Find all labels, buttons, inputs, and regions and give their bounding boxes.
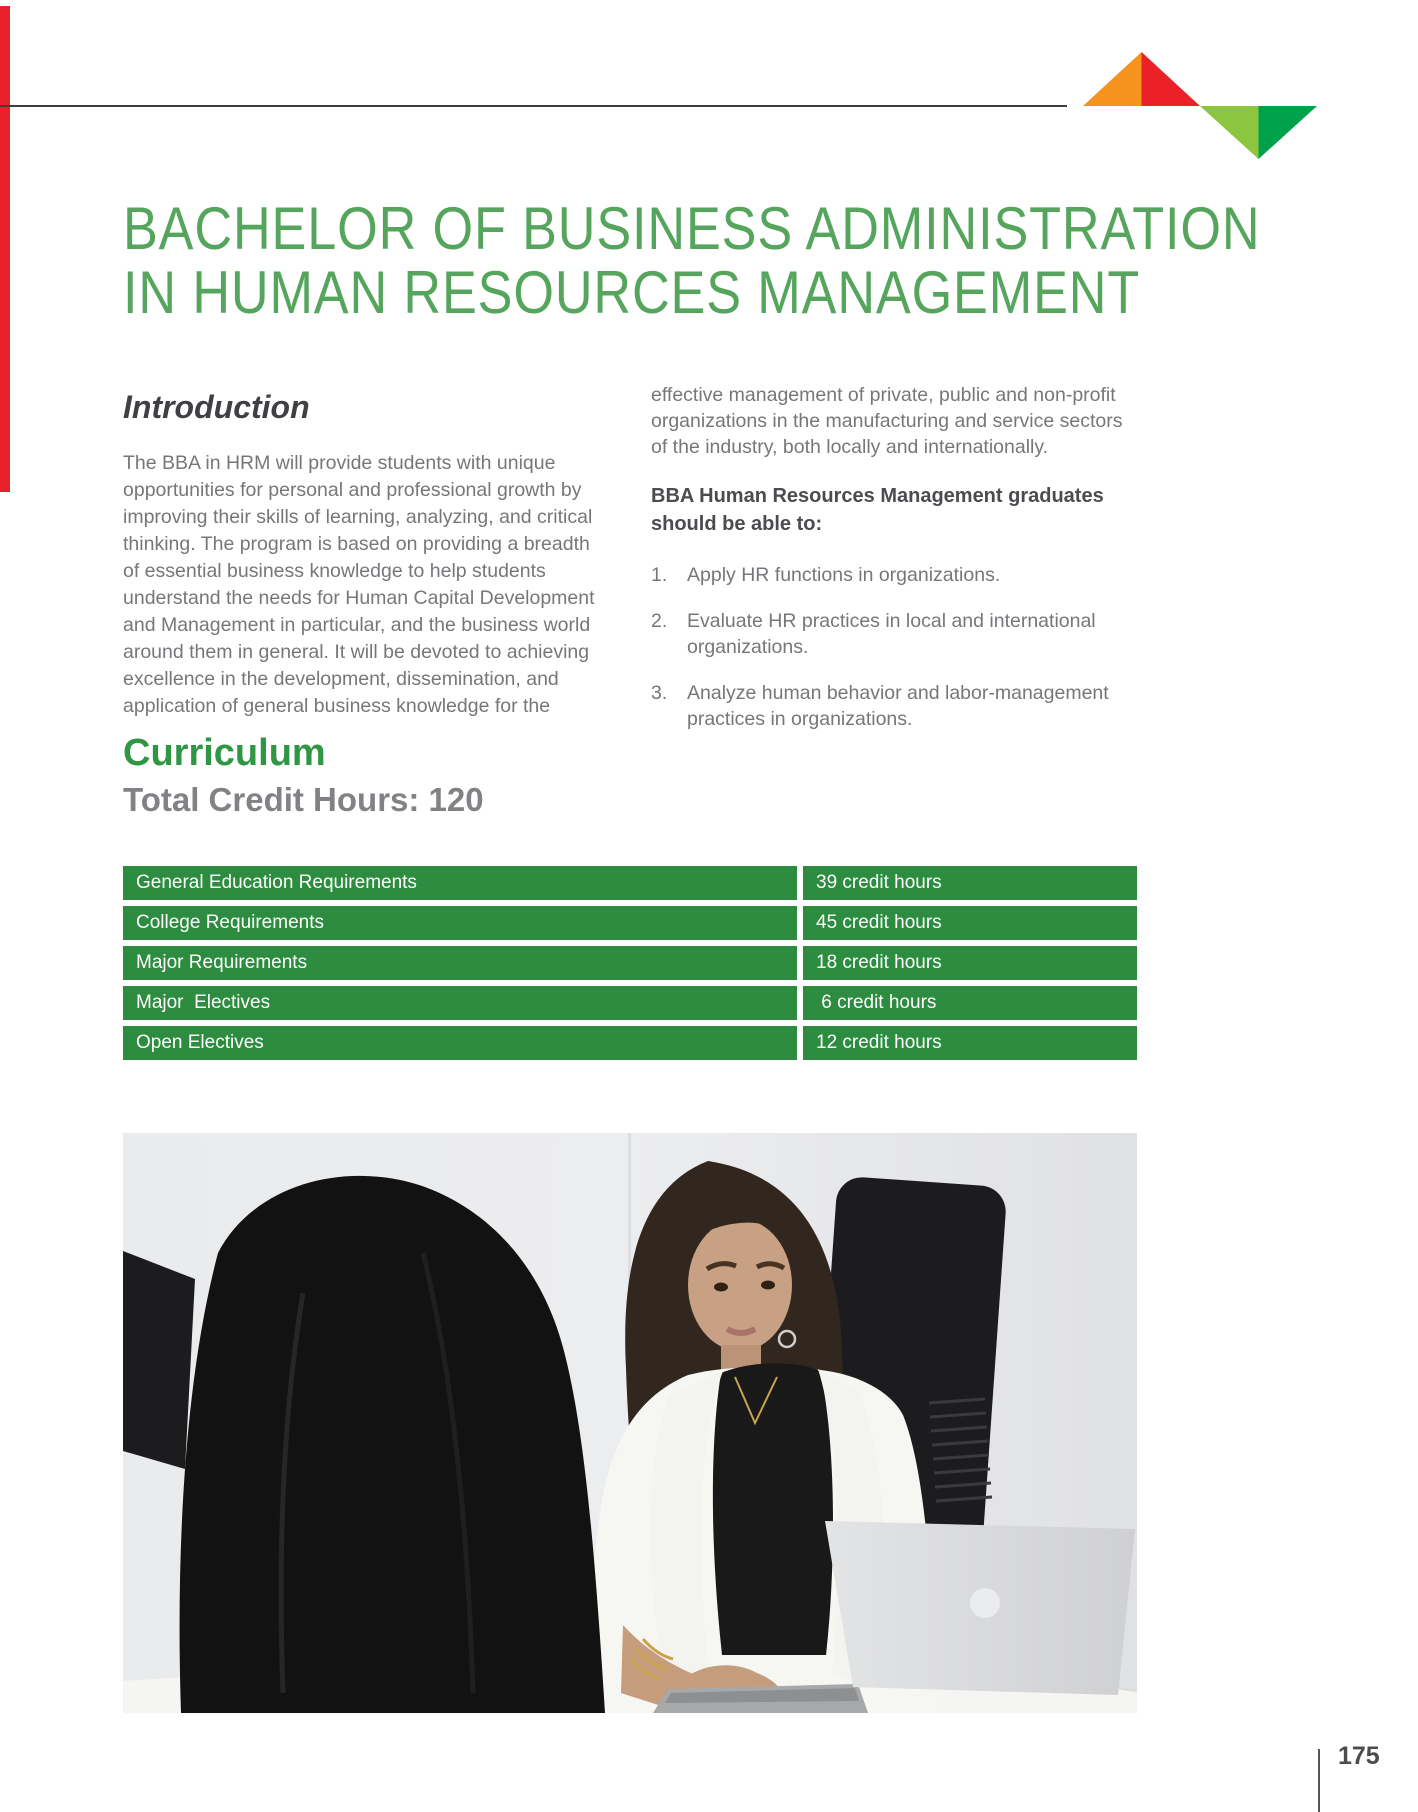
outcome-number: 1. <box>651 564 668 586</box>
logo-triangles-icon <box>1083 52 1317 159</box>
row-value-cell: 6 credit hours <box>803 986 1137 1020</box>
eye <box>761 1281 775 1290</box>
curriculum-heading: Curriculum <box>123 732 326 774</box>
outcome-item <box>651 608 1141 660</box>
black-top <box>713 1363 833 1655</box>
table-row <box>123 986 1137 1020</box>
row-value-cell: 12 credit hours <box>803 1026 1137 1060</box>
row-label-cell: Open Electives <box>123 1026 797 1060</box>
intro-paragraph-right: effective management of private, public and non-profit organizations in the manufacturing and service sectors of the industry, both locally and internationally. <box>651 384 1123 458</box>
intro-left-column <box>123 390 601 720</box>
program-title-line-1: BACHELOR OF BUSINESS ADMINISTRATION <box>123 195 1261 262</box>
table-row <box>123 946 1137 980</box>
curriculum-subheading: Total Credit Hours: 120 <box>123 781 484 818</box>
row-label-cell: College Requirements <box>123 906 797 940</box>
row-label-cell: Major Electives <box>123 986 797 1020</box>
monitor-back <box>123 1251 195 1469</box>
curriculum-table <box>123 866 1137 1066</box>
left-edge-red-bar <box>0 6 10 492</box>
row-value-cell: 45 credit hours <box>803 906 1137 940</box>
header-rule <box>0 105 1067 107</box>
intro-paragraph-left: The BBA in HRM will provide students with unique opportunities for personal and professional growth by improving their skills of learning, analyzing, and critical thinking. The program is based on providing a breadth of essential business knowledge to help students understand the needs for Human Capital Development and Management in particular, and the business world around them in general. It will be devoted to achieving excellence in the development, dissemination, and application of general business knowledge for the <box>123 452 595 717</box>
row-label-cell: Major Requirements <box>123 946 797 980</box>
intro-heading: Introduction <box>123 389 310 425</box>
outcome-text: Apply HR functions in organizations. <box>687 564 1001 586</box>
program-title <box>123 195 1261 326</box>
row-label-cell: General Education Requirements <box>123 866 797 900</box>
eye <box>714 1283 728 1292</box>
outcome-number: 3. <box>651 682 668 704</box>
outcomes-list <box>651 562 1141 732</box>
footer-rule <box>1318 1749 1320 1812</box>
outcome-item <box>651 680 1141 732</box>
outcome-item <box>651 562 1141 588</box>
outcome-text: Analyze human behavior and labor-management practices in organizations. <box>687 682 1109 730</box>
outcome-text: Evaluate HR practices in local and international organizations. <box>687 610 1096 658</box>
program-title-line-2: IN HUMAN RESOURCES MANAGEMENT <box>123 259 1141 326</box>
interview-photo <box>123 1133 1137 1713</box>
outcomes-lead: BBA Human Resources Management graduates should be able to: <box>651 485 1104 535</box>
table-row <box>123 1026 1137 1060</box>
intro-right-column <box>651 382 1141 752</box>
row-value-cell: 39 credit hours <box>803 866 1137 900</box>
outcome-number: 2. <box>651 610 668 632</box>
row-value-cell: 18 credit hours <box>803 946 1137 980</box>
table-row <box>123 866 1137 900</box>
table-row <box>123 906 1137 940</box>
apple-logo-icon <box>970 1588 1000 1618</box>
page-number: 175 <box>1338 1742 1380 1770</box>
